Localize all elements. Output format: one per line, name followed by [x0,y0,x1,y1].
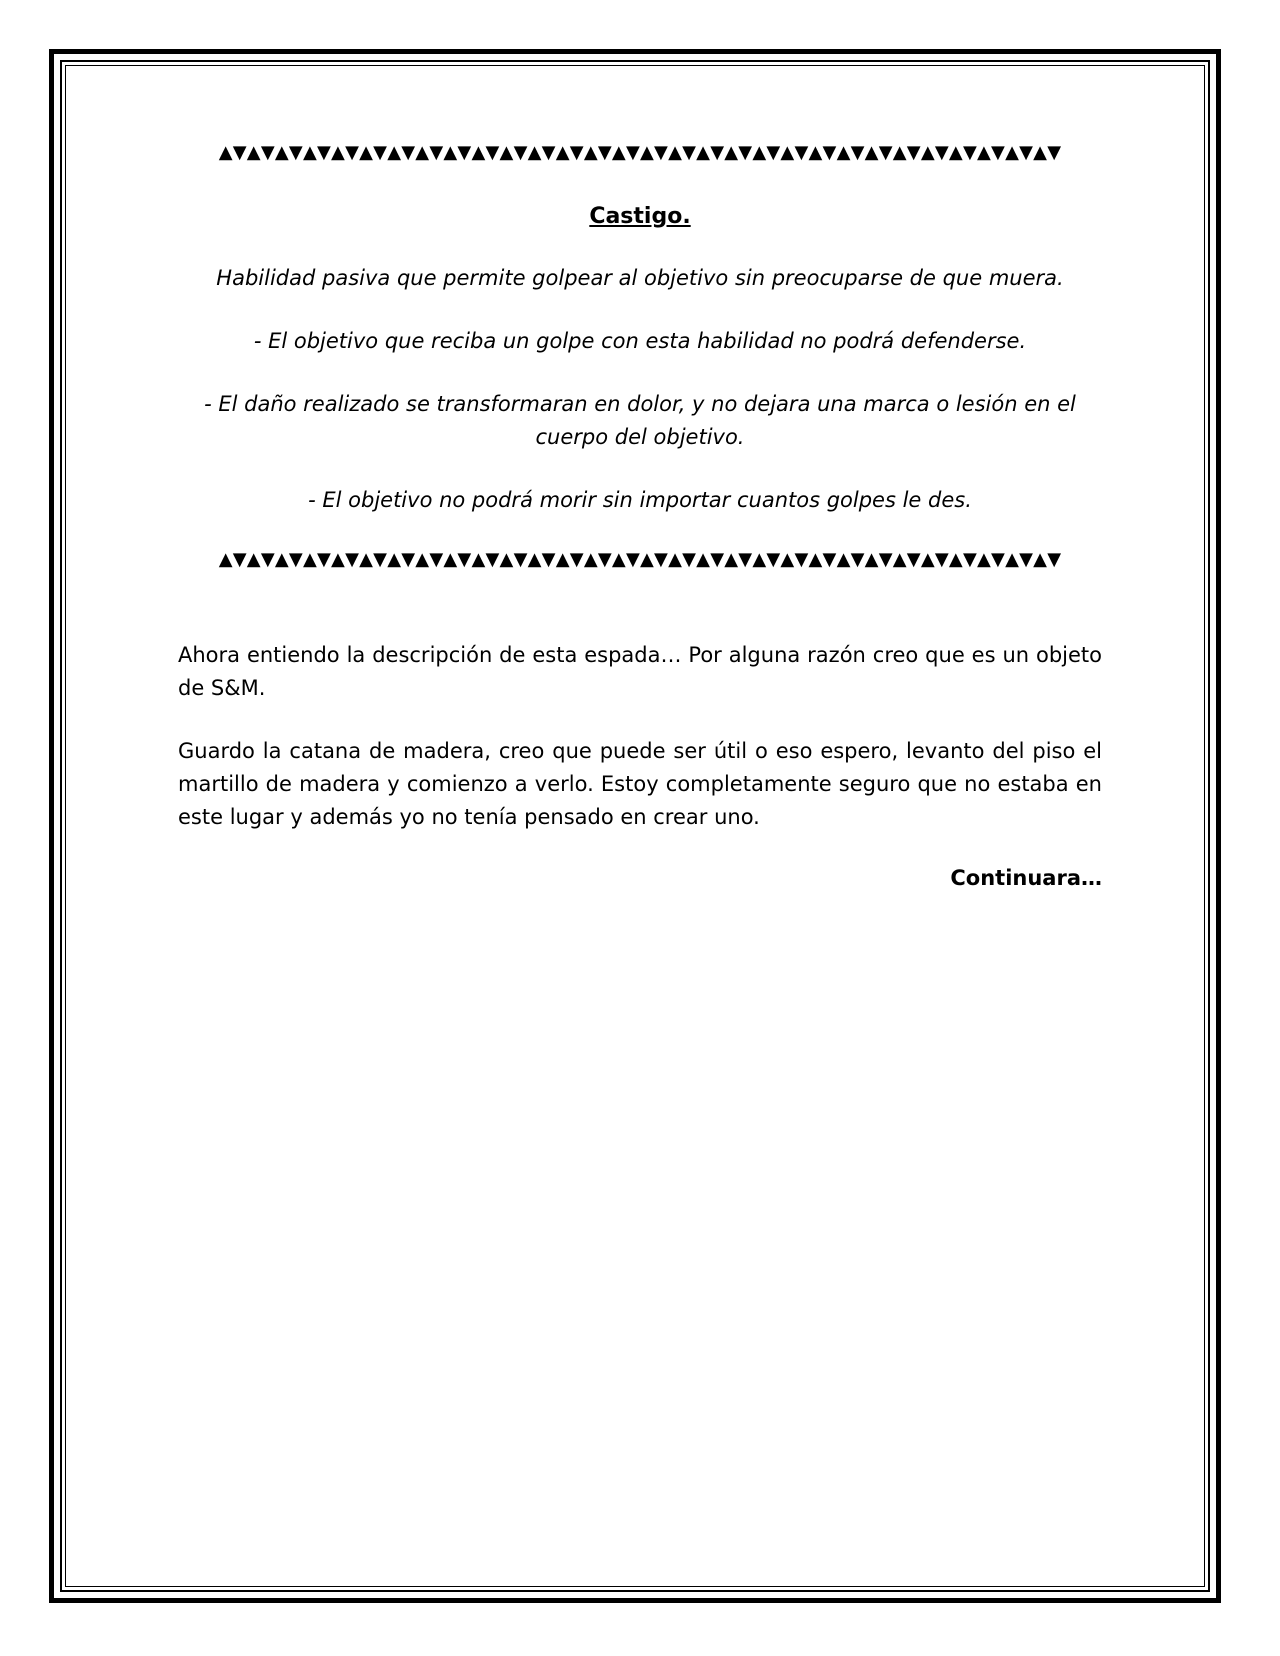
skill-effect-3: - El objetivo no podrá morir sin importar cuantos golpes le des. [308,488,972,512]
skill-effect-1: - El objetivo que reciba un golpe con esta habilidad no podrá defenderse. [253,329,1027,353]
triangle-divider-top: ▲▼▲▼▲▼▲▼▲▼▲▼▲▼▲▼▲▼▲▼▲▼▲▼▲▼▲▼▲▼▲▼▲▼▲▼▲▼▲▼▲▼▲▼▲▼▲▼▲▼▲▼▲▼▲▼▲▼▲▼ [218,142,1062,163]
signoff: Continuara… [950,866,1102,890]
paragraph-1: Ahora entiendo la descripción de esta espada… Por alguna razón creo que es un objeto de S&M. [178,643,1102,700]
skill-title: Castigo. [589,204,691,229]
skill-description: Habilidad pasiva que permite golpear al objetivo sin preocuparse de que muera. [216,266,1064,290]
paragraph-2: Guardo la catana de madera, creo que puede ser útil o eso espero, levanto del piso el martillo de madera y comienzo a verlo. Estoy completamente seguro que no estaba en este lugar y además yo no tenía pensado en crear uno. [178,739,1102,829]
page-content [178,140,1102,895]
skill-effect-2: - El daño realizado se transformaran en dolor, y no dejara una marca o lesión en el cuerpo del objetivo. [204,392,1076,449]
triangle-divider-bottom: ▲▼▲▼▲▼▲▼▲▼▲▼▲▼▲▼▲▼▲▼▲▼▲▼▲▼▲▼▲▼▲▼▲▼▲▼▲▼▲▼▲▼▲▼▲▼▲▼▲▼▲▼▲▼▲▼▲▼▲▼ [218,549,1062,570]
